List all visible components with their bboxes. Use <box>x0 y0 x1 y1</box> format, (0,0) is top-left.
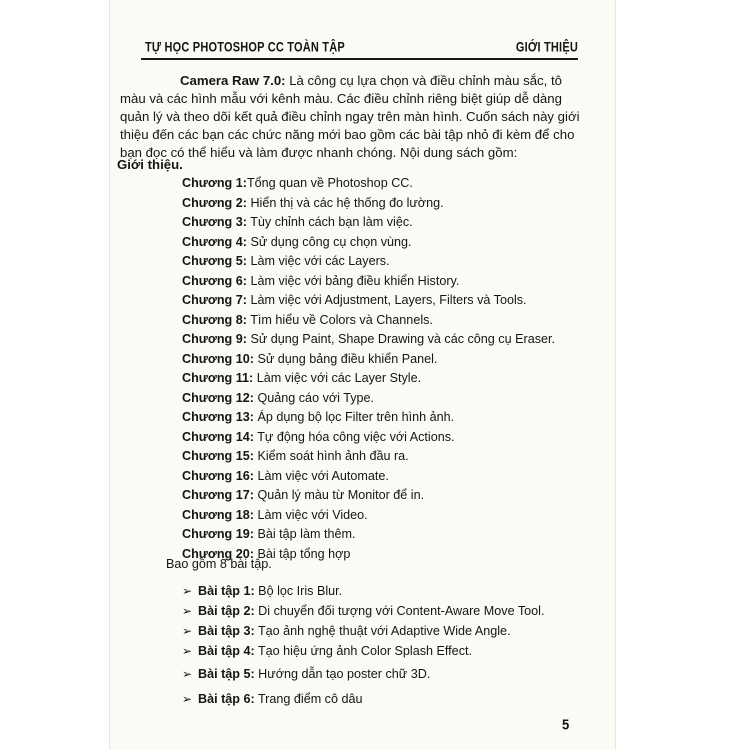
chapter-text: Làm việc với các Layers. <box>246 254 390 268</box>
intro-paragraph <box>120 72 590 162</box>
chapter-label: Chương 16: <box>182 468 254 483</box>
chapter-text: Làm việc với các Layer Style. <box>253 371 422 385</box>
chapter-item <box>182 332 555 346</box>
chapter-text: Tổng quan về Photoshop CC. <box>246 176 413 190</box>
header-section-title: GIỚI THIỆU <box>515 40 578 55</box>
exercise-item <box>182 644 472 658</box>
chapter-item <box>182 371 421 385</box>
chapter-item <box>182 488 424 502</box>
chapter-item <box>182 196 444 210</box>
exercise-text: Tạo ảnh nghệ thuật với Adaptive Wide Angle. <box>254 624 511 638</box>
exercise-label: Bài tập 3: <box>198 624 255 638</box>
exercise-label: Bài tập 1: <box>198 584 255 598</box>
chapter-text: Làm việc với bảng điều khiển History. <box>246 273 460 288</box>
arrow-bullet-icon: ➢ <box>182 667 193 681</box>
chapter-text: Bài tập làm thêm. <box>253 527 356 541</box>
intro-text: Là công cụ lựa chọn và điều chỉnh màu sắc, tô màu và các hình mẫu với kênh màu. Các điều chỉnh riêng biệt giúp dễ dàng quản lý và theo dõi kết quả điều chỉnh ngay trên màn hình. Cuốn sách này giới thiệu đến các bạn các chức năng mới bao gồm các bài tập nhỏ đi kèm để cho bạn đọc có thể hiểu và làm được nhanh chóng. Nội dung sách gồm: <box>120 73 580 160</box>
chapter-item <box>182 430 455 444</box>
exercise-label: Bài tập 4: <box>198 644 255 658</box>
chapter-item <box>182 235 412 249</box>
section-heading: Giới thiệu. <box>117 157 183 172</box>
chapter-text: Làm việc với Automate. <box>253 468 389 483</box>
chapter-item <box>182 469 389 483</box>
chapter-item <box>182 313 433 327</box>
chapter-text: Bài tập tổng hợp <box>253 546 351 561</box>
chapter-text: Tìm hiểu về Colors và Channels. <box>246 312 433 327</box>
chapter-label: Chương 11: <box>182 371 254 385</box>
chapter-text: Làm việc với Adjustment, Layers, Filters và Tools. <box>246 293 527 307</box>
chapter-label: Chương 17: <box>182 488 254 502</box>
chapter-label: Chương 3: <box>182 215 247 229</box>
chapter-label: Chương 13: <box>182 410 254 424</box>
chapter-item <box>182 508 368 522</box>
chapter-label: Chương 8: <box>182 312 247 327</box>
chapter-text: Tự động hóa công việc với Actions. <box>253 429 455 444</box>
chapter-label: Chương 4: <box>182 234 247 249</box>
arrow-bullet-icon: ➢ <box>182 584 193 598</box>
page-number: 5 <box>562 715 570 734</box>
arrow-bullet-icon: ➢ <box>182 692 193 706</box>
chapter-label: Chương 7: <box>182 293 247 307</box>
chapter-text: Kiểm soát hình ảnh đầu ra. <box>253 449 409 463</box>
chapter-label: Chương 19: <box>182 527 254 541</box>
chapter-item <box>182 293 527 307</box>
exercise-item <box>182 624 511 638</box>
chapter-item <box>182 215 413 229</box>
exercise-item <box>182 604 544 618</box>
chapter-label: Chương 14: <box>182 429 254 444</box>
exercise-item <box>182 667 430 681</box>
chapter-item <box>182 176 413 190</box>
exercise-text: Di chuyển đối tượng với Content-Aware Move Tool. <box>254 604 545 618</box>
intro-lead-term: Camera Raw 7.0: <box>180 73 286 88</box>
chapter-item <box>182 410 454 424</box>
chapter-label: Chương 5: <box>182 254 247 268</box>
chapter-item <box>182 254 390 268</box>
chapter-text: Làm việc với Video. <box>253 507 368 522</box>
chapter-text: Sử dụng Paint, Shape Drawing và các công cụ Eraser. <box>246 332 556 346</box>
chapter-text: Sử dụng công cụ chọn vùng. <box>246 234 412 249</box>
chapter-text: Quản lý màu từ Monitor để in. <box>253 488 425 502</box>
exercise-label: Bài tập 6: <box>198 692 255 706</box>
chapter-label: Chương 15: <box>182 449 254 463</box>
chapter-label: Chương 6: <box>182 273 247 288</box>
chapter-text: Áp dụng bộ lọc Filter trên hình ảnh. <box>253 410 455 424</box>
chapter-text: Tùy chỉnh cách bạn làm việc. <box>246 215 413 229</box>
chapter-label: Chương 10: <box>182 351 254 366</box>
running-header <box>141 30 578 60</box>
arrow-bullet-icon: ➢ <box>182 644 193 658</box>
arrow-bullet-icon: ➢ <box>182 624 193 638</box>
arrow-bullet-icon: ➢ <box>182 604 193 618</box>
exercise-text: Hướng dẫn tạo poster chữ 3D. <box>254 667 431 681</box>
exercise-text: Bộ lọc Iris Blur. <box>254 584 343 598</box>
chapter-text: Quảng cáo với Type. <box>253 390 374 405</box>
exercise-label: Bài tập 2: <box>198 604 255 618</box>
header-book-title: TỰ HỌC PHOTOSHOP CC TOÀN TẬP <box>145 40 345 55</box>
chapter-label: Chương 20: <box>182 546 254 561</box>
chapter-text: Sử dụng bảng điều khiển Panel. <box>253 351 438 366</box>
chapter-label: Chương 18: <box>182 507 254 522</box>
exercise-text: Trang điểm cô dâu <box>254 692 363 706</box>
chapter-item <box>182 449 409 463</box>
chapter-item <box>182 391 374 405</box>
chapter-label: Chương 1: <box>182 176 247 190</box>
exercise-item <box>182 584 342 598</box>
chapter-label: Chương 2: <box>182 195 247 210</box>
exercise-count-line: Bao gồm 8 bài tập. <box>166 557 272 571</box>
exercise-item <box>182 692 363 706</box>
chapter-item <box>182 274 459 288</box>
chapter-item <box>182 352 437 366</box>
chapter-item <box>182 527 355 541</box>
chapter-label: Chương 12: <box>182 390 254 405</box>
exercise-label: Bài tập 5: <box>198 667 255 681</box>
chapter-label: Chương 9: <box>182 332 247 346</box>
chapter-text: Hiển thị và các hệ thống đo lường. <box>246 195 444 210</box>
exercise-text: Tạo hiệu ứng ảnh Color Splash Effect. <box>254 644 472 658</box>
